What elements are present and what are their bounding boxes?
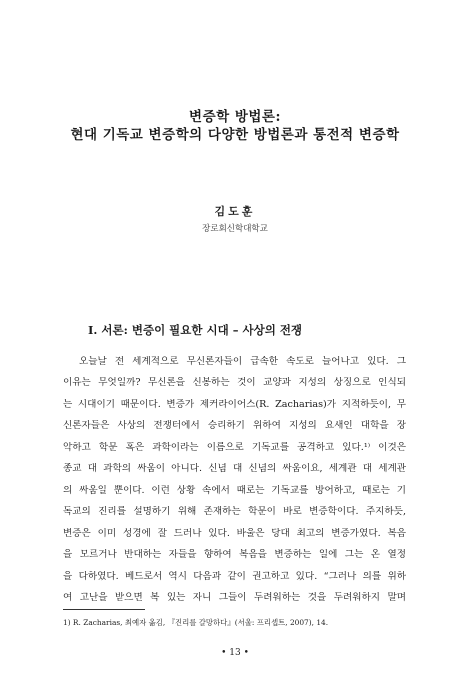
body-line: 는 시대이기 때문이다. 변증가 제커라이어스(R. Zacharias)가 지적하듯이, 무 — [63, 399, 406, 410]
body-line: 을 모르거나 반대하는 자들을 향하여 복음을 변증하는 일에 그는 온 열정 — [63, 549, 406, 560]
footnote-divider — [63, 609, 145, 610]
body-line: 신론자들은 사상의 전쟁터에서 승리하기 위하여 지성의 요새인 대학을 장 — [63, 420, 406, 431]
body-line: 이유는 무엇일까? 무신론을 신봉하는 것이 교양과 지성의 상징으로 인식되 — [63, 377, 406, 388]
title-line-2: 현대 기독교 변증학의 다양한 방법론과 통전적 변증학 — [70, 127, 400, 143]
body-line: 독교의 진리를 설명하기 위해 존재하는 학문이 바로 변증학이다. 주지하듯, — [63, 506, 406, 517]
body-line: 악하고 학문 혹은 과학이라는 이름으로 기독교를 공격하고 있다.¹⁾ 이것은 — [63, 442, 406, 453]
author-affiliation: 장로회신학대학교 — [202, 224, 268, 234]
body-line: 오늘날 전 세계적으로 무신론자들이 급속한 속도로 늘어나고 있다. 그 — [79, 356, 406, 367]
body-line: 변증은 이미 성경에 잘 드러나 있다. 바울은 당대 최고의 변증가였다. 복음 — [63, 528, 406, 539]
body-line: 종교 대 과학의 싸움이 아니다. 신념 대 신념의 싸움이요, 세계관 대 세계관 — [63, 463, 406, 474]
body-line: 여 고난을 받으면 복 있는 자니 그들이 두려워하는 것을 두려워하지 말며 — [63, 592, 406, 603]
body-line: 의 싸움일 뿐이다. 이런 상황 속에서 때로는 기독교를 방어하고, 때로는 기 — [63, 485, 406, 496]
title-line-1: 변증학 방법론: — [189, 109, 281, 125]
page-number: • 13 • — [221, 648, 249, 658]
author-name: 김도훈 — [214, 205, 256, 218]
body-line: 을 다하였다. 베드로서 역시 다음과 같이 권고하고 있다. “그러나 의를 위하 — [63, 571, 406, 582]
section-heading: I. 서론: 변증이 필요한 시대 – 사상의 전쟁 — [88, 323, 303, 337]
footnote: 1) R. Zacharias, 최예자 옮김, 『진리를 갈망하다』(서울: 프리셉트, 2007), 14. — [63, 618, 329, 627]
